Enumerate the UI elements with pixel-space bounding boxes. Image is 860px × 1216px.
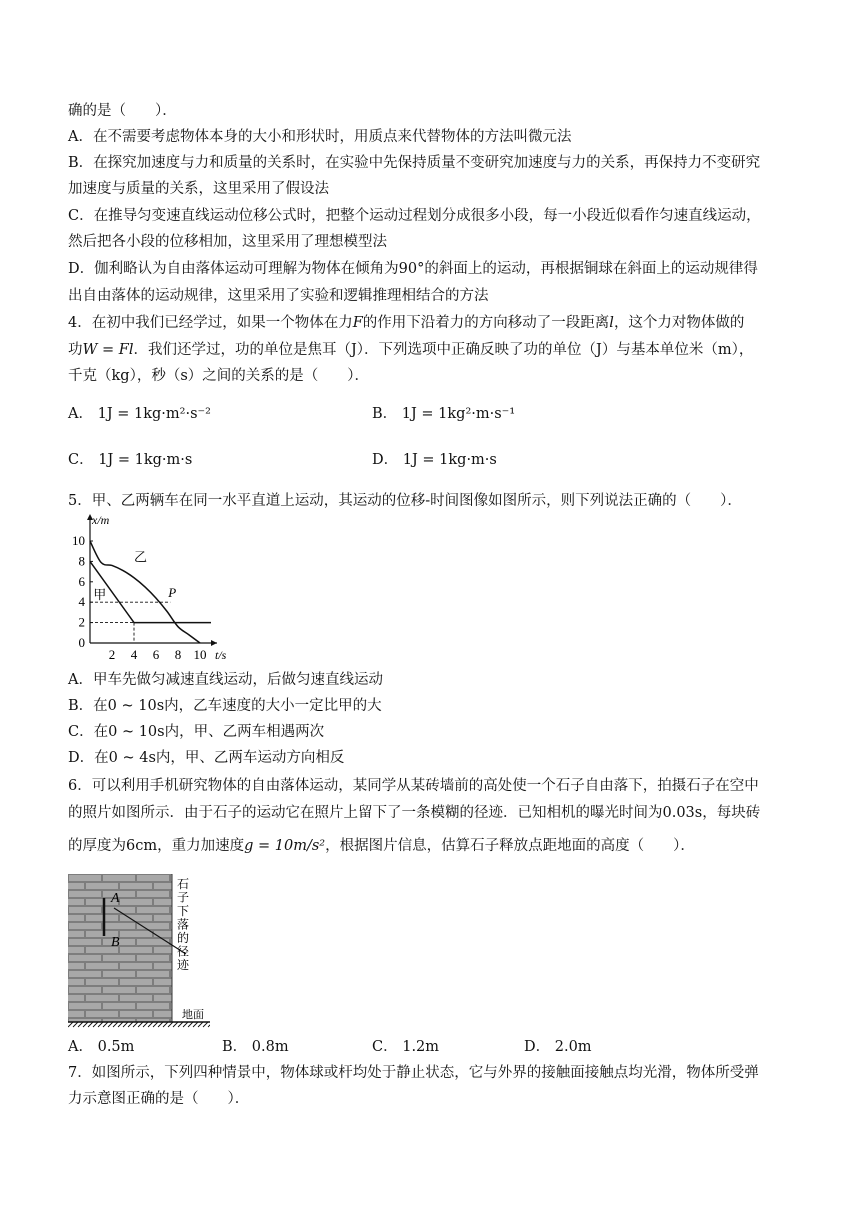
caption-char: 迹 <box>177 958 190 972</box>
x-axis-arrow <box>211 640 217 646</box>
q6-stem-line1: 6．可以利用手机研究物体的自由落体运动，某同学从某砖墙前的高处使一个石子自由落下，拍摄石子在空中 <box>68 778 759 794</box>
y-tick-label: 10 <box>72 533 85 548</box>
q7-stem-line2: 力示意图正确的是（ ）． <box>68 1091 250 1107</box>
series-yi-label: 乙 <box>134 549 148 565</box>
q5-option-b: B．在0 ~ 10s内，乙车速度的大小一定比甲的大 <box>68 698 382 714</box>
chart-series <box>90 541 211 643</box>
q4-option-c: C． 1J = 1kg·m·s <box>68 452 193 468</box>
caption-char: 径 <box>177 944 190 959</box>
q4-option-a: A． 1J = 1kg·m²·s⁻² <box>68 406 211 422</box>
chart-labels <box>72 513 227 662</box>
trail-caption <box>177 877 190 972</box>
caption-char: 石 <box>177 877 190 891</box>
brick-wall <box>68 874 172 1022</box>
intersection-label-p: P <box>168 585 177 601</box>
q3-option-d: D．伽利略认为自由落体运动可理解为物体在倾角为90°的斜面上的运动，再根据铜球在斜面上的运动规律得 <box>68 261 758 277</box>
q4-stem-line2: 功W = Fl．我们还学过，功的单位是焦耳（J）．下列选项中正确反映了功的单位（J）与基本单位米（m）， <box>68 342 754 358</box>
x-tick-label: 10 <box>193 647 207 662</box>
brick-wall-photo <box>68 874 210 1028</box>
q3-option-d-cont: 出自由落体的运动规律，这里采用了实验和逻辑推理相结合的方法 <box>68 288 489 304</box>
position-time-graph <box>68 512 248 662</box>
q5-option-a: A．甲车先做匀减速直线运动，后做匀速直线运动 <box>68 672 383 688</box>
y-tick-label: 2 <box>78 614 85 630</box>
q6-stem-line3: 的厚度为6cm，重力加速度g = 10m/s²，根据图片信息，估算石子释放点距地面的高度（ ）． <box>68 838 695 854</box>
caption-char: 的 <box>177 931 190 945</box>
q6-option-a: A． 0.5m <box>68 1039 135 1055</box>
y-axis-label: x/m <box>92 513 110 527</box>
y-tick-label: 0 <box>78 635 85 650</box>
caption-char: 下 <box>177 904 190 918</box>
caption-char: 落 <box>177 917 190 932</box>
q5-option-d: D．在0 ~ 4s内，甲、乙两车运动方向相反 <box>68 750 345 766</box>
q5-stem: 5．甲、乙两辆车在同一水平直道上运动，其运动的位移-时间图像如图所示，则下列说法正确的（ ）． <box>68 493 742 509</box>
q3-option-a: A．在不需要考虑物体本身的大小和形状时，用质点来代替物体的方法叫微元法 <box>68 129 572 145</box>
x-tick-label: 4 <box>130 647 138 662</box>
q3-option-b-cont: 加速度与质量的关系，这里采用了假设法 <box>68 181 329 197</box>
q6-option-b: B． 0.8m <box>222 1039 289 1055</box>
y-tick-label: 4 <box>78 594 85 610</box>
q6-option-d: D． 2.0m <box>524 1039 592 1055</box>
series-jia-label: 甲 <box>93 587 107 603</box>
caption-char: 子 <box>177 890 190 905</box>
point-a-label: A <box>111 891 120 906</box>
q5-option-c: C．在0 ~ 10s内，甲、乙两车相遇两次 <box>68 724 325 740</box>
x-axis-label: t/s <box>215 648 227 662</box>
q4-option-b: B． 1J = 1kg²·m·s⁻¹ <box>372 406 516 422</box>
x-tick-label: 6 <box>152 647 160 662</box>
point-b-label: B <box>111 935 120 950</box>
work-formula: W = Fl <box>82 342 134 358</box>
q6-stem-line2: 的照片如图所示．由于石子的运动它在照片上留下了一条模糊的径迹．已知相机的曝光时间为0.03s，每块砖 <box>68 805 761 821</box>
q3-option-c: C．在推导匀变速直线运动位移公式时，把整个运动过程划分成很多小段，每一小段近似看作匀速直线运动， <box>68 208 761 224</box>
y-tick-label: 8 <box>78 553 85 569</box>
q4-stem-line1: 4．在初中我们已经学过，如果一个物体在力F的作用下沿着力的方向移动了一段距离l，这个力对物体做的 <box>68 315 745 331</box>
q3-option-b: B．在探究加速度与力和质量的关系时，在实验中先保持质量不变研究加速度与力的关系，再保持力不变研究 <box>68 155 761 171</box>
q4-stem-line3: 千克（kg），秒（s）之间的关系的是（ ）． <box>68 368 370 384</box>
y-tick-label: 6 <box>78 573 85 589</box>
x-tick-label: 8 <box>174 647 182 662</box>
q3-stem-tail: 确的是（ ）． <box>68 103 177 119</box>
x-tick-label: 2 <box>108 647 116 662</box>
q6-option-c: C． 1.2m <box>372 1039 440 1055</box>
q7-stem-line1: 7．如图所示，下列四种情景中，物体球或杆均处于静止状态，它与外界的接触面接触点均光滑，物体所受弹 <box>68 1065 759 1081</box>
q3-option-c-cont: 然后把各小段的位移相加，这里采用了理想模型法 <box>68 234 387 250</box>
q4-option-d: D． 1J = 1kg·m·s <box>372 452 497 468</box>
chart-axes <box>87 514 217 646</box>
ground-label: 地面 <box>182 1009 204 1021</box>
